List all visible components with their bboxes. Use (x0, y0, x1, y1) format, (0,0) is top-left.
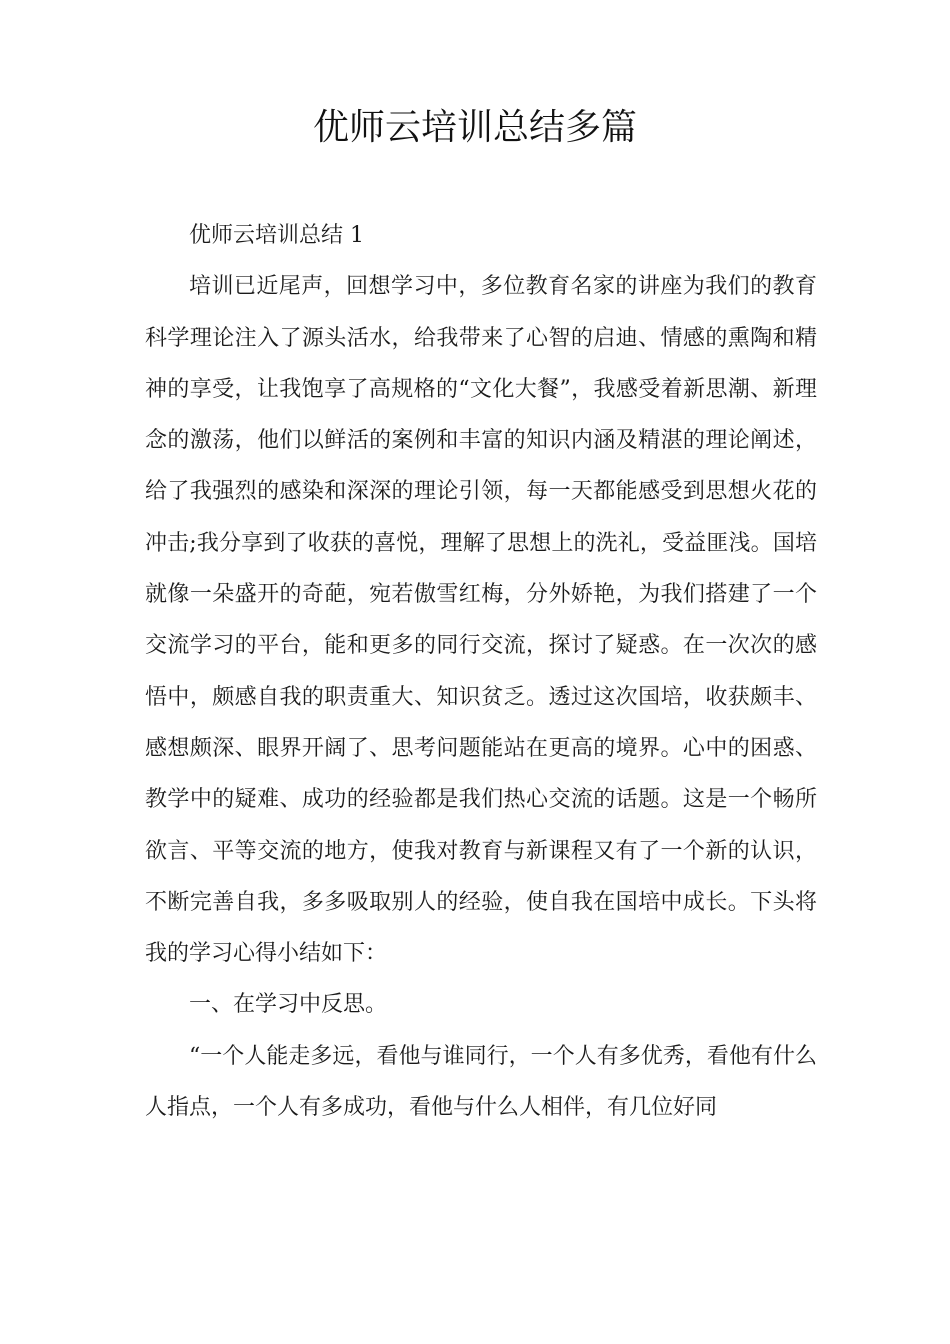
body-paragraph-quote: “一个人能走多远，看他与谁同行，一个人有多优秀，看他有什么人指点，一个人有多成功，看他与什么人相伴，有几位好同 (145, 1043, 817, 1121)
document-title: 优师云培训总结多篇 (312, 107, 637, 148)
body-paragraph: 培训已近尾声，回想学习中，多位教育名家的讲座为我们的教育科学理论注入了源头活水，给我带来了心智的启迪、情感的熏陶和精神的享受，让我饱享了高规格的“文化大餐”，我感受着新思潮、新理念的激荡，他们以鲜活的案例和丰富的知识内涵及精湛的理论阐述，给了我强烈的感染和深深的理论引领，每一天都能感受到思想火花的冲击;我分享到了收获的喜悦，理解了思想上的洗礼，受益匪浅。国培就像一朵盛开的奇葩，宛若傲雪红梅，分外娇艳，为我们搭建了一个交流学习的平台，能和更多的同行交流，探讨了疑惑。在一次次的感悟中，颇感自我的职责重大、知识贫乏。透过这次国培，收获颇丰、感想颇深、眼界开阔了、思考问题能站在更高的境界。心中的困惑、教学中的疑难、成功的经验都是我们热心交流的话题。这是一个畅所欲言、平等交流的地方，使我对教育与新课程又有了一个新的认识，不断完善自我，多多吸取别人的经验，使自我在国培中成长。下头将我的学习心得小结如下： (145, 274, 817, 967)
document-body (145, 210, 817, 1133)
section-heading-1: 优师云培训总结 1 (189, 223, 364, 248)
section-heading-one: 一、在学习中反思。 (189, 992, 388, 1018)
